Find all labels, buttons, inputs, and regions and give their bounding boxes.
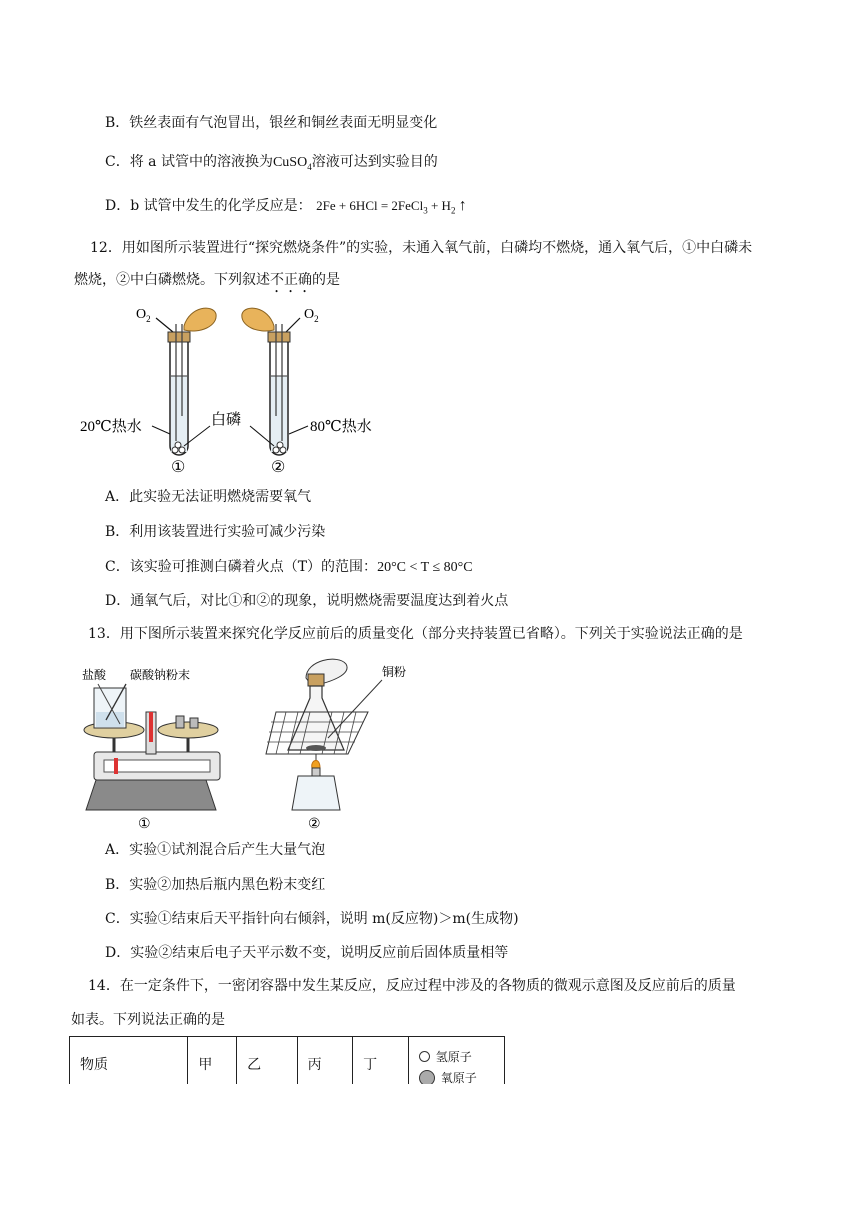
- table-row: [70, 1037, 505, 1085]
- ignition-range-expr: 20°C < T ≤ 80°C: [377, 560, 473, 575]
- table-header-jia: 甲: [188, 1037, 237, 1085]
- label-sodium-carbonate: 碳酸钠粉末: [130, 668, 191, 682]
- test-tube-1: [168, 324, 190, 455]
- q14-stem-line1: 14．在一定条件下，一密闭容器中发生某反应，反应过程中涉及的各物质的微观示意图及反应前后的质量: [88, 978, 736, 994]
- q12-option-d: D．通氧气后，对比①和②的现象，说明燃烧需要温度达到着火点: [105, 593, 509, 609]
- cuso4-formula: CuSO$_4$: [272, 155, 312, 172]
- q11-option-b: B．铁丝表面有气泡冒出，银丝和铜丝表面无明显变化: [105, 115, 438, 131]
- q11-option-c-text: C．将 a 试管中的溶液换为: [105, 154, 273, 170]
- combustion-apparatus-figure: [78, 296, 398, 476]
- q14-table-wrapper: [69, 1036, 505, 1084]
- q12-stem-line1: 12．用如图所示装置进行“探究燃烧条件”的实验，未通入氧气前，白磷均不燃烧，通入氧气后，①中白磷未: [90, 240, 753, 256]
- mass-conservation-svg: [76, 650, 416, 832]
- mass-conservation-figure: [76, 650, 416, 832]
- figure-label-1: ①: [138, 817, 151, 832]
- heating-apparatus: [266, 659, 382, 810]
- figure-label-1: ①: [171, 459, 186, 476]
- balance-scale: [84, 684, 220, 810]
- q14-table: [69, 1036, 505, 1084]
- table-header-bing: 丙: [297, 1037, 353, 1085]
- balloon-left: [184, 308, 216, 331]
- q12-option-c: C．该实验可推测白磷着火点（T）的范围：20°C < T ≤ 80°C: [105, 559, 473, 575]
- label-copper-powder: 铜粉: [382, 665, 407, 679]
- q13-option-c: C．实验①结束后天平指针向右倾斜，说明 m(反应物)＞m(生成物): [105, 911, 519, 927]
- q13-option-b: B．实验②加热后瓶内黑色粉末变红: [105, 877, 326, 893]
- combustion-apparatus-svg: [78, 296, 398, 476]
- reaction-equation: 2Fe + 6HCl = 2FeCl$_3$ + $H_2$ ↑: [316, 197, 467, 216]
- oxygen-atom-icon: [419, 1070, 435, 1085]
- figure-label-2: ②: [308, 817, 321, 832]
- hydrogen-atom-icon: [419, 1051, 430, 1062]
- figure-label-2: ②: [271, 459, 286, 476]
- q13-stem: 13．用下图所示装置来探究化学反应前后的质量变化（部分夹持装置已省略）。下列关于实验说法正确的是: [88, 626, 743, 642]
- q11-option-d: D．b 试管中发生的化学反应是： 2Fe + 6HCl = 2FeCl$_3$ + $H_2$ ↑: [105, 197, 467, 216]
- q13-option-d: D．实验②结束后电子天平示数不变，说明反应前后固体质量相等: [105, 945, 509, 961]
- table-header-ding: 丁: [353, 1037, 409, 1085]
- table-header-substance: 物质: [70, 1037, 188, 1085]
- label-80c-water: 80℃热水: [310, 419, 372, 435]
- q11-option-c: C．将 a 试管中的溶液换为CuSO$_4$溶液可达到实验目的: [105, 154, 438, 172]
- q12-option-b: B．利用该装置进行实验可减少污染: [105, 524, 326, 540]
- label-hydrochloric-acid: 盐酸: [82, 668, 107, 682]
- test-tube-2: [268, 324, 290, 455]
- atom-legend: 氢原子 氧原子: [408, 1037, 504, 1085]
- o2-label-right: $O_2$: [304, 307, 319, 324]
- q13-option-a: A．实验①试剂混合后产生大量气泡: [105, 842, 326, 858]
- o2-label-left: $O_2$: [136, 307, 151, 324]
- table-header-yi: 乙: [237, 1037, 298, 1085]
- q12-stem-line2: 燃烧，②中白磷燃烧。下列叙述不正确的是: [74, 272, 340, 288]
- label-20c-water: 20℃热水: [80, 419, 142, 435]
- q12-option-a: A．此实验无法证明燃烧需要氧气: [105, 489, 312, 505]
- balloon-right: [242, 308, 274, 331]
- label-white-phosphorus: 白磷: [211, 412, 242, 428]
- q14-stem-line2: 如表。下列说法正确的是: [71, 1012, 225, 1028]
